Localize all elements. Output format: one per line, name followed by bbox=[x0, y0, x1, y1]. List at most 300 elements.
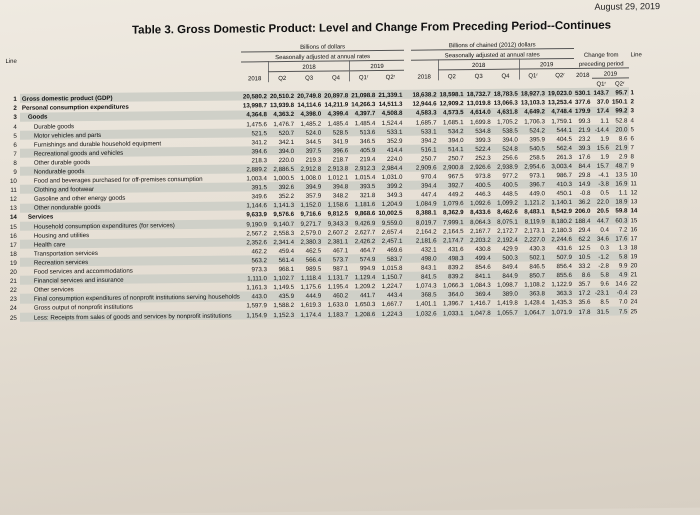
current-dollar-value: 9,633.9 bbox=[246, 211, 267, 219]
line-number: 6 bbox=[13, 141, 17, 149]
change-value: 15.6 bbox=[592, 143, 610, 152]
change-value: 60.3 bbox=[610, 215, 628, 224]
chained-dollar-value: 544.1 bbox=[546, 125, 573, 134]
row-label: Food and beverages purchased for off-premises consumption bbox=[33, 175, 203, 185]
line-number-right: 17 bbox=[630, 235, 638, 243]
spacer bbox=[404, 181, 411, 190]
change-value: 20.0 bbox=[610, 124, 628, 133]
change-value: -2.8 bbox=[598, 262, 609, 270]
change-value: 37.0 bbox=[596, 98, 609, 107]
line-number: 20 bbox=[9, 268, 17, 276]
chained-dollar-value: 854.6 bbox=[475, 263, 491, 272]
current-dollar-value: 4,363.2 bbox=[268, 109, 295, 118]
line-number: 1 bbox=[13, 96, 17, 104]
spacer bbox=[404, 172, 411, 181]
current-dollar-value: 987.1 bbox=[332, 265, 349, 273]
spacer bbox=[404, 163, 411, 172]
col-2018-annual-chained: 2018 bbox=[417, 74, 431, 81]
chained-dollar-value: 4,573.5 bbox=[438, 108, 465, 117]
current-dollar-value: 1,141.3 bbox=[268, 200, 295, 209]
change-value: -23.1 bbox=[592, 288, 610, 297]
line-number: 9 bbox=[13, 168, 17, 176]
current-dollar-value: 341.9 bbox=[332, 138, 349, 146]
chained-dollar-value: 1,092.6 bbox=[465, 198, 492, 207]
current-dollar-value: 9,140.7 bbox=[268, 219, 295, 228]
current-dollar-value: 1,015.8 bbox=[381, 264, 403, 273]
current-dollar-value: 2,627.7 bbox=[354, 228, 376, 236]
chained-dollar-value: 250.7 bbox=[421, 155, 437, 163]
line-number: 13 bbox=[9, 205, 17, 213]
change-value: -3.8 bbox=[592, 179, 610, 188]
current-dollar-value: 1,485.4 bbox=[327, 119, 349, 128]
current-dollar-value: 9,812.5 bbox=[327, 210, 349, 219]
current-dollar-value: 2,457.1 bbox=[377, 236, 404, 245]
chained-dollar-value: 448.5 bbox=[502, 190, 518, 199]
current-dollar-value: 349.6 bbox=[251, 193, 267, 201]
chained-dollar-value: 2,173.1 bbox=[524, 226, 545, 235]
current-dollar-value: 573.7 bbox=[323, 254, 350, 263]
row-label: Health care bbox=[20, 237, 242, 248]
current-dollar-value: 20,510.2 bbox=[269, 93, 295, 101]
row-label: Gasoline and other energy goods bbox=[33, 194, 126, 203]
current-dollar-value: 224.0 bbox=[386, 155, 403, 163]
spacer bbox=[404, 136, 411, 145]
line-number-right: 11 bbox=[630, 180, 637, 188]
chained-dollar-value: 256.6 bbox=[502, 154, 518, 162]
change-value: 18.9 bbox=[610, 197, 628, 206]
current-dollar-value: 1,650.3 bbox=[354, 301, 376, 309]
chg-col-2018: 2018 bbox=[576, 72, 590, 79]
current-dollar-value: 1,144.6 bbox=[241, 201, 268, 210]
chained-dollar-value: 19,023.0 bbox=[547, 90, 572, 98]
row-label: Household consumption expenditures (for services) bbox=[20, 219, 242, 230]
change-value: 0.5 bbox=[600, 189, 609, 198]
current-dollar-value: 968.1 bbox=[278, 265, 295, 274]
change-value: -1.2 bbox=[592, 252, 610, 261]
current-dollar-value: 1,475.6 bbox=[246, 120, 267, 128]
current-dollar-value: 14,114.6 bbox=[297, 101, 322, 110]
spacer bbox=[404, 236, 411, 245]
chained-dollar-value: 1,122.9 bbox=[551, 281, 572, 289]
line-number: 5 bbox=[13, 132, 17, 140]
chained-dollar-value: 8,119.9 bbox=[519, 216, 546, 225]
change-value: 33.2 bbox=[578, 262, 591, 270]
line-number: 17 bbox=[9, 241, 17, 249]
line-number-right: 1 bbox=[630, 89, 634, 97]
line-number-right: 18 bbox=[630, 244, 638, 252]
current-dollar-value: 391.5 bbox=[241, 183, 268, 192]
change-value: 20.5 bbox=[596, 208, 609, 216]
chained-dollar-value: 973.8 bbox=[475, 172, 491, 181]
current-dollar-value: 220.0 bbox=[278, 156, 295, 165]
current-dollar-value: 524.0 bbox=[296, 127, 323, 136]
report-date: August 29, 2019 bbox=[594, 1, 660, 12]
chained-dollar-value: 2,180.3 bbox=[551, 226, 572, 234]
current-dollar-value: 13,939.8 bbox=[269, 102, 295, 110]
chained-dollar-value: 400.5 bbox=[465, 180, 492, 189]
chained-dollar-value: 2,938.9 bbox=[492, 162, 519, 171]
chained-dollar-value: 1,435.3 bbox=[551, 299, 572, 307]
current-dollar-value: 2,886.5 bbox=[268, 164, 295, 173]
current-dollar-value: 9,868.6 bbox=[354, 210, 376, 218]
row-label: Financial services and insurance bbox=[20, 274, 242, 285]
change-value: 29.8 bbox=[578, 171, 591, 180]
line-number: 23 bbox=[9, 296, 17, 304]
change-value: 44.7 bbox=[592, 215, 610, 224]
col-q1r-chained: Q1ʳ bbox=[519, 69, 546, 79]
current-dollar-value: 349.3 bbox=[386, 192, 403, 200]
current-dollar-value: 394.0 bbox=[268, 146, 295, 155]
chained-dollar-value: 1,098.7 bbox=[497, 281, 518, 290]
chained-dollar-value: 8,019.7 bbox=[411, 217, 438, 226]
line-number-right: 13 bbox=[630, 198, 638, 206]
current-dollar-value: 1,524.4 bbox=[381, 119, 403, 127]
change-value: 9.9 bbox=[618, 262, 628, 270]
chained-dollar-value: 368.5 bbox=[411, 290, 438, 299]
chained-dollar-value: 1,055.7 bbox=[492, 307, 519, 316]
current-dollar-value: 396.6 bbox=[323, 145, 350, 154]
line-number-right: 7 bbox=[630, 144, 634, 152]
row-label: Housing and utilities bbox=[33, 231, 90, 240]
chained-dollar-value: 2,227.0 bbox=[519, 234, 546, 243]
row-label: Gross output of nonprofit institutions bbox=[33, 304, 133, 313]
chained-dollar-value: 856.4 bbox=[556, 263, 572, 271]
change-value: 48.7 bbox=[610, 161, 628, 170]
change-value: 17.6 bbox=[610, 233, 628, 242]
spacer bbox=[404, 199, 411, 208]
col-2018-quarters-chained: 2018 bbox=[438, 59, 519, 70]
chained-dollar-value: 1,064.7 bbox=[519, 307, 546, 316]
current-dollar-value: 1,619.3 bbox=[300, 302, 322, 310]
change-value: 8.5 bbox=[600, 299, 609, 307]
chained-dollar-value: 369.4 bbox=[465, 289, 492, 298]
chained-dollar-value: 430.8 bbox=[475, 245, 491, 253]
col-q2r: Q2ʳ bbox=[385, 74, 396, 81]
line-number: 19 bbox=[9, 259, 17, 267]
spacer bbox=[404, 299, 411, 308]
chained-dollar-value: 8,433.6 bbox=[470, 209, 491, 217]
current-dollar-value: 352.2 bbox=[278, 193, 295, 201]
col-q2-chained: Q2 bbox=[438, 70, 465, 80]
chained-dollar-value: 2,900.8 bbox=[438, 162, 465, 171]
chg-col-2019: 2019 bbox=[592, 68, 629, 78]
line-number: 3 bbox=[13, 114, 17, 122]
line-number: 21 bbox=[9, 277, 17, 286]
chained-dollar-value: 12,909.2 bbox=[439, 100, 464, 108]
current-dollar-value: 218.3 bbox=[251, 157, 267, 165]
current-dollar-value: 435.9 bbox=[268, 291, 295, 300]
current-dollar-value: 9,343.3 bbox=[323, 218, 350, 227]
change-value: 206.0 bbox=[575, 208, 591, 216]
change-value: 1.1 bbox=[618, 189, 628, 197]
current-dollar-value: 1,476.7 bbox=[273, 120, 295, 128]
chained-dollar-value: 13,066.3 bbox=[493, 99, 518, 108]
chained-dollar-value: 18,732.7 bbox=[466, 91, 491, 99]
chained-dollar-value: 430.3 bbox=[529, 245, 545, 253]
current-dollar-value: 13,998.7 bbox=[242, 102, 267, 110]
current-dollar-value: 397.5 bbox=[296, 146, 323, 155]
line-number-right: 3 bbox=[630, 107, 634, 115]
current-dollar-value: 9,271.7 bbox=[296, 218, 323, 227]
row-label: Goods bbox=[20, 110, 242, 121]
current-dollar-value: 1,633.0 bbox=[327, 301, 349, 309]
chained-dollar-value: 431.6 bbox=[556, 244, 572, 253]
current-dollar-value: 394.6 bbox=[241, 146, 268, 155]
current-dollar-value: 4,364.8 bbox=[241, 110, 268, 119]
current-dollar-value: 4,399.4 bbox=[323, 109, 350, 118]
current-dollar-value: 414.4 bbox=[377, 145, 404, 154]
chained-dollar-value: 1,084.9 bbox=[411, 199, 438, 208]
row-label: Food services and accommodations bbox=[33, 267, 133, 276]
change-value: 59.8 bbox=[615, 207, 628, 216]
col-q1r: Q1ʳ bbox=[350, 71, 377, 81]
chained-dollar-value: 8,064.3 bbox=[465, 217, 492, 226]
spacer bbox=[404, 290, 411, 299]
row-label: Final consumption expenditures of nonprofit institutions serving households bbox=[20, 292, 242, 303]
chained-dollar-value: 499.4 bbox=[465, 253, 492, 262]
current-dollar-value: 1,000.5 bbox=[273, 175, 295, 183]
chained-dollar-value: 394.0 bbox=[448, 136, 464, 145]
col-q4: Q4 bbox=[331, 75, 340, 82]
line-number-right: 6 bbox=[630, 135, 634, 143]
current-dollar-value: 321.8 bbox=[359, 192, 376, 200]
line-number-right: 4 bbox=[630, 116, 634, 124]
chained-dollar-value: 1,416.7 bbox=[470, 300, 491, 308]
spacer bbox=[404, 190, 411, 199]
current-dollar-value: 1,183.7 bbox=[323, 309, 350, 318]
chained-dollar-value: 1,706.3 bbox=[524, 117, 545, 126]
chained-dollar-value: 562.4 bbox=[546, 143, 573, 152]
col-q2r-chained: Q2ʳ bbox=[555, 72, 565, 79]
change-value: 10.5 bbox=[574, 252, 592, 261]
current-dollar-value: 1,102.7 bbox=[268, 273, 295, 282]
chained-dollar-value: 8,388.1 bbox=[415, 209, 437, 218]
spacer bbox=[404, 154, 411, 163]
change-value: 179.9 bbox=[575, 108, 591, 116]
current-dollar-value: 393.5 bbox=[350, 181, 377, 190]
current-dollar-value: 1,224.3 bbox=[377, 308, 404, 317]
chained-dollar-value: 4,748.4 bbox=[546, 107, 573, 116]
line-header-right: Line bbox=[630, 51, 642, 58]
col-2018-annual: 2018 bbox=[247, 76, 262, 83]
change-value: 99.3 bbox=[578, 117, 591, 125]
change-value: 14.6 bbox=[615, 280, 628, 288]
change-value: 31.5 bbox=[592, 306, 610, 315]
current-dollar-value: 9,576.6 bbox=[273, 211, 295, 219]
spacer bbox=[404, 117, 411, 126]
current-dollar-value: 392.6 bbox=[268, 182, 295, 191]
current-dollar-value: 4,508.8 bbox=[377, 108, 404, 117]
current-dollar-value: 1,181.6 bbox=[350, 200, 377, 209]
chained-dollar-value: 855.6 bbox=[546, 270, 573, 279]
change-value: 21.9 bbox=[574, 125, 592, 134]
current-dollar-value: 1,597.9 bbox=[246, 302, 267, 310]
chained-dollar-value: 250.7 bbox=[448, 155, 464, 163]
chained-dollar-value: 839.2 bbox=[438, 271, 465, 280]
chained-dollar-value: 534.2 bbox=[438, 126, 465, 135]
row-label: Recreational goods and vehicles bbox=[20, 146, 242, 157]
current-dollar-value: 1,152.3 bbox=[268, 310, 295, 319]
current-dollar-value: 2,352.6 bbox=[241, 237, 268, 246]
col-2019-quarters-chained: 2019 bbox=[519, 59, 573, 70]
current-dollar-value: 459.4 bbox=[278, 247, 295, 255]
current-dollar-value: 1,158.6 bbox=[323, 200, 350, 209]
current-dollar-value: 14,211.9 bbox=[324, 101, 349, 109]
chained-dollar-value: 843.1 bbox=[421, 264, 437, 272]
line-number: 12 bbox=[9, 196, 17, 204]
current-dollar-value: 462.5 bbox=[305, 247, 322, 255]
chained-dollar-value: 2,203.2 bbox=[465, 235, 492, 244]
change-value: 1.3 bbox=[618, 244, 628, 252]
chained-dollar-value: 534.8 bbox=[465, 126, 492, 135]
change-value: 39.3 bbox=[574, 143, 592, 152]
change-value: -0.8 bbox=[579, 190, 591, 198]
chained-dollar-value: 363.3 bbox=[546, 288, 573, 297]
current-dollar-value: 2,913.8 bbox=[323, 163, 350, 172]
change-value: 8.6 bbox=[618, 135, 628, 143]
spacer bbox=[404, 281, 411, 290]
change-value: 95.7 bbox=[610, 88, 628, 97]
current-dollar-value: 2,341.4 bbox=[268, 237, 295, 246]
col-q3: Q3 bbox=[305, 75, 314, 82]
current-dollar-value: 444.9 bbox=[296, 291, 323, 300]
change-value: 188.4 bbox=[575, 217, 591, 225]
chained-dollar-value: 404.5 bbox=[556, 135, 572, 143]
current-dollar-value: 989.5 bbox=[305, 265, 322, 273]
change-value: 9.6 bbox=[600, 280, 609, 288]
current-dollar-value: 352.9 bbox=[386, 137, 403, 145]
current-dollar-value: 1,008.0 bbox=[300, 174, 322, 182]
change-value: 1.9 bbox=[600, 135, 609, 143]
change-value: 17.8 bbox=[574, 306, 592, 315]
current-dollar-value: 1,175.6 bbox=[300, 283, 322, 292]
change-value: 2.9 bbox=[618, 153, 628, 161]
change-value: 35.6 bbox=[578, 299, 591, 307]
chained-dollar-value: 400.5 bbox=[492, 180, 519, 189]
current-dollar-value: 2,607.2 bbox=[327, 229, 349, 237]
col-q3-chained: Q3 bbox=[474, 73, 483, 80]
current-dollar-value: 973.3 bbox=[251, 266, 267, 274]
line-number-right: 20 bbox=[630, 262, 638, 270]
change-value: 0.4 bbox=[600, 226, 609, 234]
line-number-right: 15 bbox=[630, 216, 638, 224]
current-dollar-value: 394.9 bbox=[296, 182, 323, 191]
chained-dollar-value: 514.1 bbox=[438, 144, 465, 153]
chained-dollar-value: 1,685.7 bbox=[415, 118, 437, 127]
current-dollar-value: 21,339.1 bbox=[378, 92, 403, 100]
current-dollar-value: 1,149.5 bbox=[273, 284, 295, 292]
current-dollar-value: 443.4 bbox=[377, 290, 404, 299]
chained-dollar-value: 2,954.6 bbox=[519, 161, 546, 170]
saar-label-chained: Seasonally adjusted at annual rates bbox=[411, 48, 574, 60]
chained-dollar-value: 507.9 bbox=[546, 252, 573, 261]
chained-dollar-value: 1,401.1 bbox=[415, 300, 437, 309]
chained-dollar-value: 13,253.4 bbox=[547, 99, 572, 107]
line-number: 15 bbox=[9, 223, 17, 231]
current-dollar-value: 1,003.4 bbox=[246, 175, 267, 183]
current-dollar-value: 467.1 bbox=[332, 247, 349, 255]
chained-dollar-value: 498.0 bbox=[411, 253, 438, 262]
chained-dollar-value: 839.2 bbox=[448, 264, 464, 272]
chained-dollar-value: 18,927.3 bbox=[520, 90, 545, 98]
chained-dollar-value: 4,631.8 bbox=[492, 107, 519, 116]
chained-dollar-value: 410.3 bbox=[546, 179, 573, 188]
change-value: 34.6 bbox=[592, 233, 610, 242]
current-dollar-value: 1,204.9 bbox=[377, 199, 404, 208]
chained-dollar-value: 13,019.8 bbox=[466, 100, 491, 108]
current-dollar-value: 2,912.3 bbox=[350, 163, 377, 172]
chained-dollar-value: 500.3 bbox=[492, 253, 519, 262]
change-value: 1.1 bbox=[600, 117, 609, 125]
change-value: -0.4 bbox=[610, 288, 628, 297]
change-value: 16.9 bbox=[610, 179, 628, 188]
chained-dollar-value: 8,462.6 bbox=[497, 209, 518, 217]
spacer bbox=[404, 245, 411, 254]
current-dollar-value: 2,579.0 bbox=[300, 229, 322, 237]
change-value: 23.2 bbox=[578, 135, 591, 143]
current-dollar-value: 14,266.3 bbox=[351, 101, 376, 109]
change-value: 377.6 bbox=[575, 99, 591, 107]
current-dollar-value: 2,558.3 bbox=[273, 229, 295, 237]
spacer bbox=[404, 90, 411, 99]
chained-dollar-value: 970.4 bbox=[421, 173, 437, 181]
current-dollar-value: 2,426.2 bbox=[350, 236, 377, 245]
change-value: 22.0 bbox=[592, 197, 610, 206]
current-dollar-value: 513.6 bbox=[350, 127, 377, 136]
chained-dollar-value: 4,583.3 bbox=[411, 108, 438, 117]
current-dollar-value: 2,380.3 bbox=[296, 236, 323, 245]
current-dollar-value: 561.4 bbox=[268, 255, 295, 264]
chained-dollar-value: 1,428.4 bbox=[524, 299, 545, 307]
row-label: Recreation services bbox=[20, 256, 242, 267]
line-number-right: 5 bbox=[630, 126, 634, 134]
chained-dollar-value: 986.7 bbox=[556, 172, 572, 180]
line-number-right: 12 bbox=[630, 189, 638, 197]
line-number: 10 bbox=[9, 177, 17, 186]
current-dollar-value: 1,154.9 bbox=[241, 310, 268, 319]
chained-dollar-value: 844.9 bbox=[492, 271, 519, 280]
spacer bbox=[404, 208, 411, 217]
current-dollar-value: 9,716.6 bbox=[300, 211, 322, 219]
change-value: 36.2 bbox=[574, 197, 592, 206]
saar-label-current: Seasonally adjusted at annual rates bbox=[241, 50, 404, 62]
row-label: Other services bbox=[33, 286, 74, 294]
current-dollar-value: 20,749.8 bbox=[297, 92, 322, 101]
current-dollar-value: 583.7 bbox=[377, 254, 404, 263]
current-dollar-value: 20,580.2 bbox=[242, 93, 267, 101]
current-dollar-value: 4,397.7 bbox=[350, 109, 377, 118]
chained-dollar-value: 2,167.7 bbox=[470, 227, 491, 235]
current-dollar-value: 563.2 bbox=[241, 255, 268, 264]
current-dollar-value: 528.5 bbox=[323, 127, 350, 136]
chained-dollar-value: 1,396.7 bbox=[442, 300, 464, 308]
line-number-right: 22 bbox=[630, 280, 638, 288]
change-value: 99.2 bbox=[610, 106, 628, 115]
change-value: 8.6 bbox=[574, 270, 592, 279]
chained-dollar-value: 1,066.3 bbox=[442, 282, 464, 290]
spacer bbox=[404, 254, 411, 263]
chained-dollar-value: 449.0 bbox=[529, 190, 545, 198]
line-number: 18 bbox=[9, 250, 17, 258]
spacer bbox=[404, 108, 411, 117]
current-dollar-value: 394.8 bbox=[323, 182, 350, 191]
current-dollar-value: 1,667.7 bbox=[381, 301, 403, 309]
current-dollar-value: 994.9 bbox=[359, 265, 376, 273]
line-number: 4 bbox=[13, 123, 17, 131]
current-dollar-value: 1,209.2 bbox=[354, 283, 376, 291]
current-dollar-value: 460.2 bbox=[323, 291, 350, 300]
line-number-right: 8 bbox=[630, 153, 634, 161]
